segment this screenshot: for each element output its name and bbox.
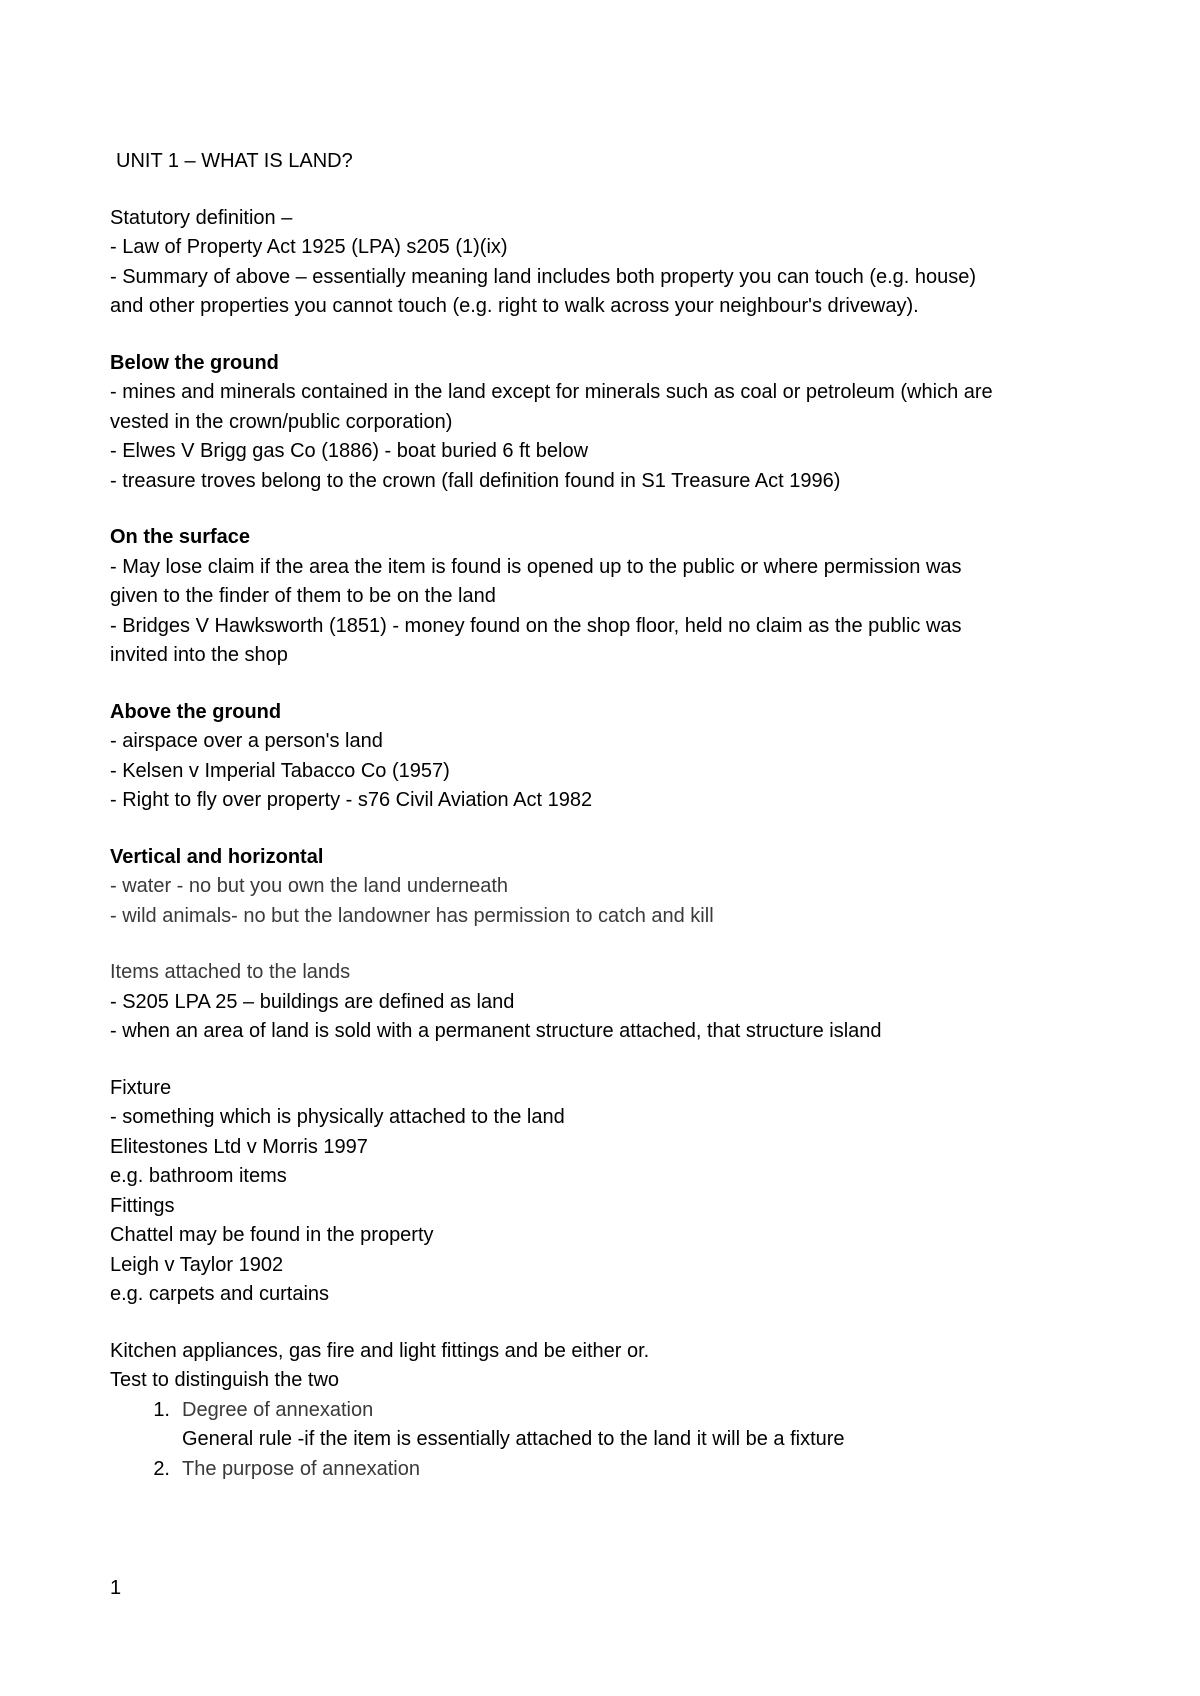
list-number: 2. (153, 1457, 170, 1480)
list-number: 1. (153, 1398, 170, 1421)
test-line: Test to distinguish the two (110, 1369, 340, 1391)
section-line: - mines and minerals contained in the land except for minerals such as coal or petroleum (which are (110, 381, 993, 403)
section-heading-items-attached: Items attached to the lands (110, 961, 351, 983)
section-heading-above-ground: Above the ground (110, 700, 282, 723)
spacer (110, 816, 1110, 843)
section-line: - wild animals- no but the landowner has permission to catch and kill (110, 904, 714, 927)
fixture-line: - something which is physically attached to the land (110, 1106, 565, 1128)
spacer (110, 322, 1110, 349)
section-line: - Elwes V Brigg gas Co (1886) - boat buried 6 ft below (110, 440, 589, 462)
spacer (110, 931, 1110, 958)
fixture-line: Leigh v Taylor 1902 (110, 1253, 284, 1276)
fixture-line: Chattel may be found in the property (110, 1224, 434, 1246)
spacer (110, 496, 1110, 523)
fixture-line: Elitestones Ltd v Morris 1997 (110, 1135, 368, 1158)
page-title: UNIT 1 – WHAT IS LAND? (116, 150, 353, 172)
fixture-line: Fixture (110, 1076, 172, 1099)
section-heading-below-ground: Below the ground (110, 351, 279, 374)
section-line: given to the finder of them to be on the land (110, 585, 496, 607)
intro-line: - Law of Property Act 1925 (LPA) s205 (1)(ix) (110, 236, 508, 258)
spacer (110, 1310, 1110, 1337)
spacer (110, 1047, 1110, 1074)
section-line: - May lose claim if the area the item is found is opened up to the public or where permission was (110, 555, 962, 578)
fixture-line: e.g. carpets and curtains (110, 1283, 330, 1305)
section-line: - water - no but you own the land underneath (110, 875, 509, 897)
spacer (110, 671, 1110, 698)
intro-label: Statutory definition – (110, 206, 293, 229)
section-line: - S205 LPA 25 – buildings are defined as land (110, 990, 515, 1013)
document-page (110, 147, 1110, 1484)
list-continuation: General rule -if the item is essentially attached to the land it will be a fixture (182, 1428, 845, 1450)
section-line: - Bridges V Hawksworth (1851) - money found on the shop floor, held no claim as the public was (110, 614, 962, 637)
section-heading-on-surface: On the surface (110, 526, 251, 548)
list-text: The purpose of annexation (182, 1457, 420, 1480)
numbered-list-item (110, 1396, 1110, 1426)
fixture-line: Fittings (110, 1194, 175, 1217)
test-line: Kitchen appliances, gas fire and light fittings and be either or. (110, 1339, 650, 1362)
spacer (110, 177, 1110, 204)
numbered-list-item (110, 1455, 1110, 1485)
section-line: - treasure troves belong to the crown (fall definition found in S1 Treasure Act 1996) (110, 469, 841, 492)
page-number: 1 (110, 1577, 122, 1599)
section-line: - Kelsen v Imperial Tabacco Co (1957) (110, 759, 450, 782)
intro-line: - Summary of above – essentially meaning land includes both property you can touch (e.g. house) (110, 265, 977, 288)
section-line: - when an area of land is sold with a permanent structure attached, that structure island (110, 1020, 882, 1042)
section-line: invited into the shop (110, 644, 288, 666)
list-text: Degree of annexation (182, 1398, 374, 1421)
section-line: - Right to fly over property - s76 Civil Aviation Act 1982 (110, 789, 593, 811)
intro-line: and other properties you cannot touch (e.g. right to walk across your neighbour's driveway). (110, 295, 919, 317)
section-line: - airspace over a person's land (110, 730, 383, 752)
fixture-line: e.g. bathroom items (110, 1165, 287, 1187)
section-line: vested in the crown/public corporation) (110, 410, 453, 433)
section-heading-vertical: Vertical and horizontal (110, 845, 324, 868)
